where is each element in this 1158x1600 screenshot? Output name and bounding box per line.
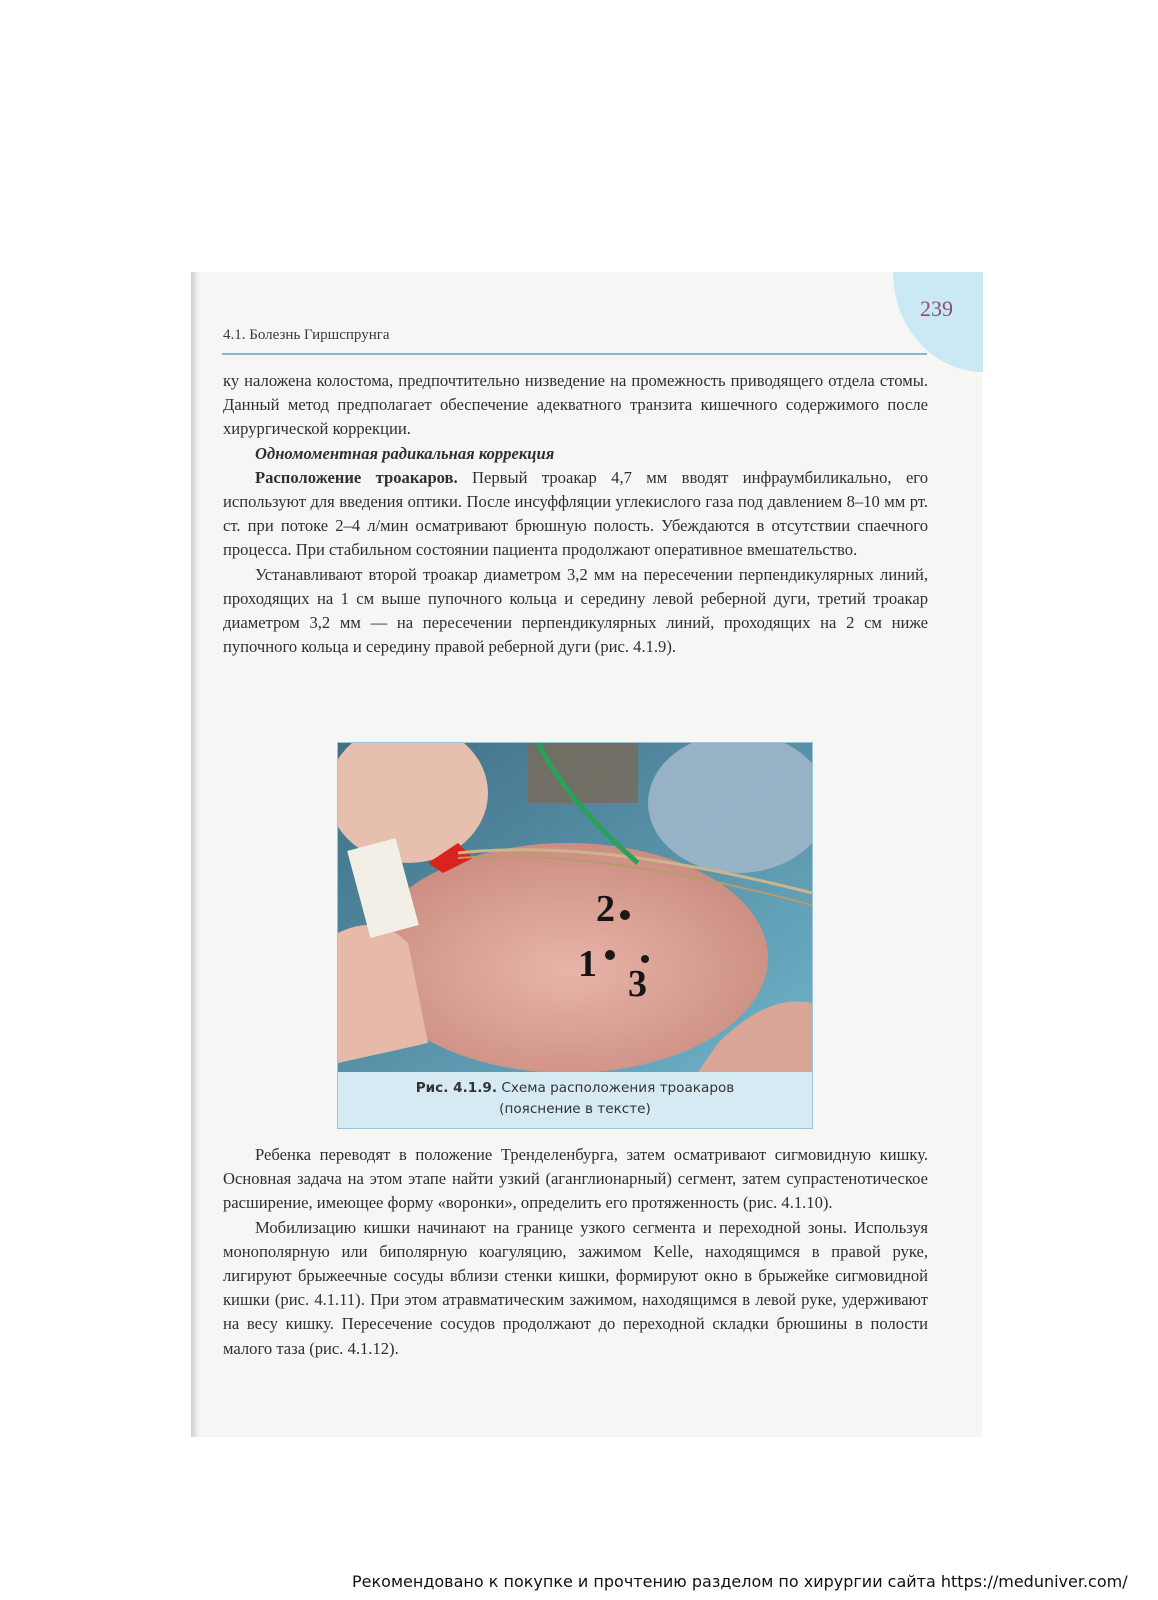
trocar-point-1 — [605, 950, 615, 960]
body-text-bottom — [223, 1143, 928, 1361]
section-subheading: Одномоментная радикальная коррекция — [255, 443, 555, 463]
trocar-point-3 — [641, 955, 649, 963]
figure-label: Рис. 4.1.9. — [415, 1080, 497, 1096]
paragraph-3: Устанавливают второй троакар диаметром 3,2 мм на пересечении перпендикулярных линий, проходящих на 1 см выше пупочного кольца и середину левой реберной дуги, третий троакар диаметром 3,2 мм — на пересечении перпендикулярных линий, проходящих на 2 см ниже пупочного кольца и середину правой реберной дуги (рис. 4.1.9). — [223, 564, 928, 657]
paragraph-1: ку наложена колостома, предпочтительно низведение на промежность приводящего отдела стомы. Данный метод предполагает обеспечение адекватного транзита кишечного содержимого после хирургической коррекции. — [223, 371, 928, 439]
body-text-top — [223, 369, 928, 659]
paragraph-2 — [223, 466, 928, 563]
paragraph-2-text: Первый троакар 4,7 мм вводят инфраумбиликально, его используют для введения оптики. После инсуффляции углекислого газа под давлением 8–10 мм рт. ст. при потоке 2–4 л/мин осматривают брюшную полость. Убеждаются в отсутствии спаечного процесса. При стабильном состоянии пациента продолжают оперативное вмешательство. — [223, 467, 929, 560]
figure-caption — [338, 1072, 812, 1128]
figure-caption-line-1: Схема расположения троакаров — [497, 1080, 735, 1096]
header-rule — [222, 353, 927, 355]
paragraph-4: Ребенка переводят в положение Тренделенбурга, затем осматривают сигмовидную кишку. Основная задача на этом этапе найти узкий (аганглионарный) сегмент, затем супрастенотическое расширение, имеющее форму «воронки», определить его протяженность (рис. 4.1.10). — [223, 1145, 928, 1213]
trocar-label-2: 2 — [596, 888, 615, 930]
trocar-label-3: 3 — [628, 963, 647, 1005]
paragraph-5: Мобилизацию кишки начинают на границе узкого сегмента и переходной зоны. Используя монополярную или биполярную коагуляцию, зажимом Kelle, находящимся в правой руке, лигируют брыжеечные сосуды вблизи стенки кишки, формируют окно в брыжейке сигмовидной кишки (рис. 4.1.11). При этом атравматическим зажимом, находящимся в левой руке, удерживают на весу кишку. Пересечение сосудов продолжают до переходной складки брюшины в полости малого таза (рис. 4.1.12). — [223, 1217, 928, 1358]
running-head: 4.1. Болезнь Гиршспрунга — [223, 327, 390, 343]
figure-photo — [338, 743, 812, 1072]
page-number: 239 — [920, 296, 953, 321]
paragraph-2-lead: Расположение троакаров. — [255, 467, 458, 487]
figure-4-1-9 — [337, 742, 813, 1129]
trocar-point-2 — [620, 910, 630, 920]
footer-recommendation: Рекомендовано к покупке и прочтению разделом по хирургии сайта https://meduniver.com/ — [352, 1572, 1128, 1591]
trocar-label-1: 1 — [578, 943, 597, 985]
figure-caption-line-2: (пояснение в тексте) — [499, 1101, 651, 1117]
